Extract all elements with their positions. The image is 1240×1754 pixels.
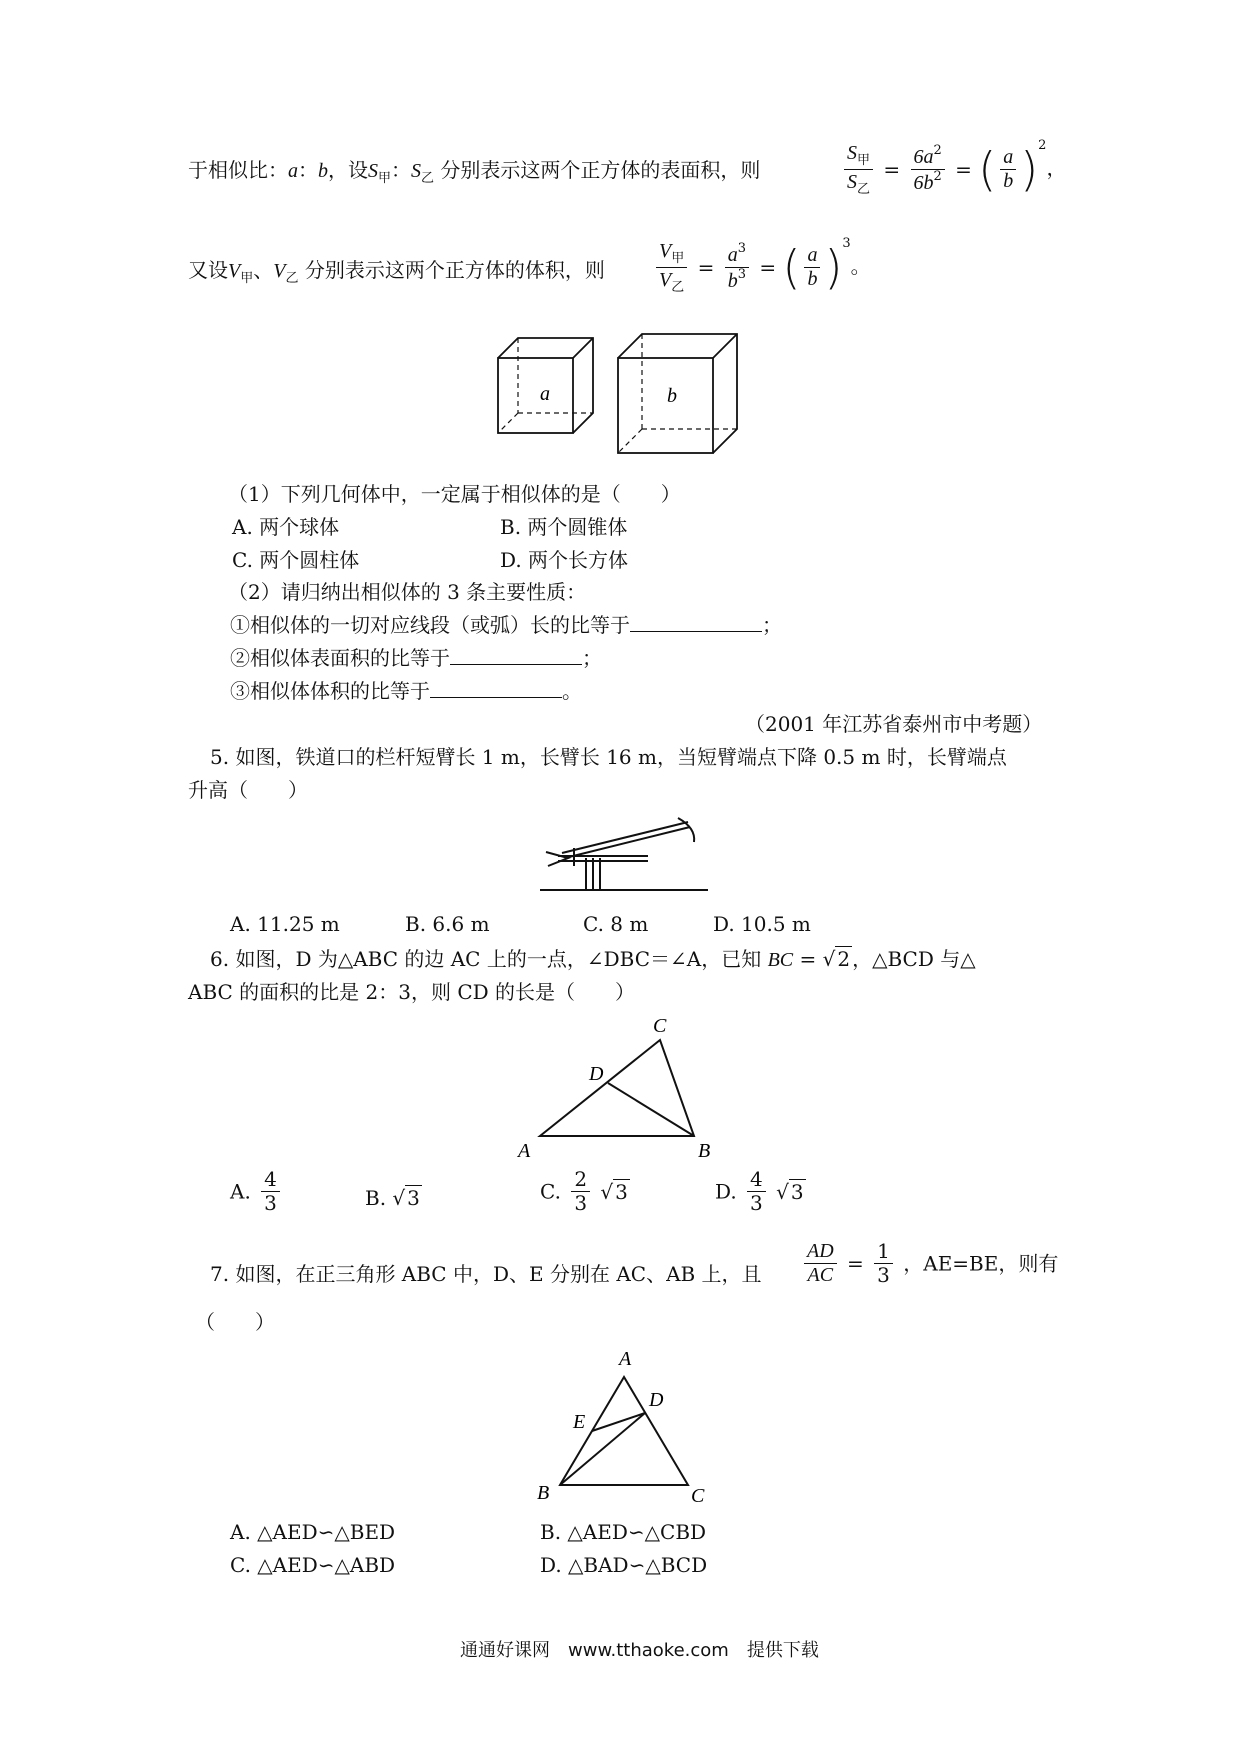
q6-triangle-figure <box>510 1010 730 1160</box>
q4-prop3 <box>230 679 582 703</box>
numerator: 2 <box>571 1168 590 1192</box>
q5-option-c: C. 8 m <box>583 912 649 936</box>
fraction-a3-b3 <box>725 242 749 293</box>
fraction <box>747 1168 766 1215</box>
q5-text-2: 升高（ ） <box>188 778 308 802</box>
subscript: 甲 <box>378 171 392 186</box>
q7-text-1 <box>210 1262 762 1286</box>
q4-sub2: （2）请归纳出相似体的 3 条主要性质： <box>228 580 587 604</box>
q4-option-d: D. 两个长方体 <box>500 548 629 572</box>
text-segment: 分别表示这两个正方体的表面积，则 <box>440 158 761 182</box>
q6-option-a <box>230 1168 284 1215</box>
fraction-1-3 <box>874 1240 893 1287</box>
intro-line-2 <box>188 258 605 287</box>
var-b: b <box>807 268 818 290</box>
label-c: C <box>691 1485 705 1505</box>
var-v: V <box>659 240 672 263</box>
q7-ratio <box>800 1240 1058 1287</box>
q4-sub1: （1）下列几何体中，一定属于相似体的是（ ） <box>228 482 681 506</box>
radicand: 3 <box>407 1186 420 1210</box>
cube-label-b: b <box>667 385 677 407</box>
intro-line-1 <box>188 158 760 187</box>
option-label: A. <box>230 1179 251 1204</box>
var-s: S <box>847 142 857 165</box>
subscript: 乙 <box>857 182 871 197</box>
label-d: D <box>649 1389 664 1411</box>
text-segment: ②相似体表面积的比等于 <box>230 646 450 670</box>
text-segment: ： <box>298 158 318 182</box>
text-segment: 。 <box>562 679 582 703</box>
var-b: b <box>1003 170 1014 192</box>
segment-bd <box>608 1083 694 1136</box>
denominator: 3 <box>877 1263 890 1287</box>
denominator: 3 <box>574 1191 588 1215</box>
q4-prop1 <box>230 613 782 637</box>
exponent: 2 <box>933 143 942 158</box>
label-b: B <box>537 1482 550 1504</box>
label-b: B <box>698 1140 711 1160</box>
q4-source: （2001 年江苏省泰州市中考题） <box>745 712 1043 736</box>
q7-option-c: C. △AED∽△ABD <box>230 1553 396 1577</box>
q7-text-2: （ ） <box>195 1310 275 1334</box>
text-segment: 又设 <box>188 258 228 282</box>
railway-gate-figure <box>538 808 710 898</box>
q6-text-2: ABC 的面积的比是 2：3，则 CD 的长是（ ） <box>188 980 636 1004</box>
volume-ratio-formula: $\frac{V_甲}{V_乙}$ = $\frac{a^3}{b^3}$ = ( $\frac{a}{b}$ )$^3$。 <box>652 236 871 296</box>
equals-sign: = <box>799 947 817 971</box>
q4-prop2 <box>230 646 602 670</box>
text-segment: 。 <box>850 254 871 278</box>
sqrt-2: √ 2 <box>822 947 851 971</box>
text-segment: ，△BCD 与△ <box>852 947 976 971</box>
term: b <box>727 270 738 292</box>
numerator: AD <box>804 1240 837 1264</box>
fraction <box>261 1168 280 1215</box>
exponent: 2 <box>933 169 942 184</box>
q6-option-b <box>365 1186 422 1210</box>
answer-blank[interactable] <box>430 679 562 698</box>
q7-option-a: A. △AED∽△BED <box>230 1520 396 1544</box>
var-a: a <box>288 160 298 182</box>
sqrt: √ 3 <box>600 1179 628 1204</box>
text-segment: 于相似比： <box>188 158 288 182</box>
option-label: D. <box>715 1179 737 1204</box>
var-s: S <box>847 171 857 193</box>
numerator: 4 <box>747 1168 766 1192</box>
q5-option-b: B. 6.6 m <box>405 912 490 936</box>
text-segment: ，AE=BE，则有 <box>903 1251 1059 1276</box>
subscript: 乙 <box>671 280 685 295</box>
cube-label-a: a <box>540 383 550 405</box>
numerator: 4 <box>261 1168 280 1192</box>
var-s: S <box>411 160 422 182</box>
page-footer: 通通好课网 www.tthaoke.com 提供下载 <box>460 1640 819 1661</box>
q6-option-d <box>715 1168 806 1215</box>
var-a: a <box>804 244 820 268</box>
q7-option-d: D. △BAD∽△BCD <box>540 1553 708 1577</box>
q6-option-c <box>540 1168 630 1215</box>
text-segment: 分别表示这两个正方体的体积，则 <box>304 258 605 282</box>
sqrt: √ 3 <box>776 1179 804 1204</box>
text-segment: ③相似体体积的比等于 <box>230 679 430 703</box>
q4-option-c: C. 两个圆柱体 <box>232 548 360 572</box>
exponent: 2 <box>1038 138 1047 153</box>
text-segment: 7. 如图，在正三角形 ABC 中，D、E 分别在 AC、AB 上，且 <box>210 1262 762 1286</box>
fraction-ad-ac <box>804 1240 837 1287</box>
text-segment: ， <box>1046 156 1067 180</box>
term: 6b <box>913 172 934 194</box>
option-label: C. <box>540 1179 561 1204</box>
q7-option-b: B. △AED∽△CBD <box>540 1520 707 1544</box>
fraction-v <box>656 239 687 296</box>
label-e: E <box>573 1411 586 1433</box>
fraction-s <box>844 141 873 198</box>
text-segment: ，设 <box>328 158 368 182</box>
surface-ratio-formula: $\frac{S_甲}{S_乙}$ = $\frac{6a^2}{6b^2}$ = ( $\frac{a}{b}$ )$^2$， <box>840 138 1066 198</box>
q4-option-b: B. 两个圆锥体 <box>500 515 628 539</box>
fraction-a-b <box>1000 146 1016 193</box>
fraction <box>571 1168 590 1215</box>
q6-text-1 <box>210 947 976 972</box>
equals-sign: = <box>847 1251 864 1276</box>
text-segment: 、 <box>253 258 274 282</box>
q4-option-a: A. 两个球体 <box>232 515 340 539</box>
label-d: D <box>589 1063 604 1085</box>
subscript: 甲 <box>240 271 254 286</box>
radicand: 3 <box>790 1179 804 1204</box>
radicand: 3 <box>615 1179 628 1204</box>
cubes-figure <box>490 330 760 460</box>
var-s: S <box>368 160 378 182</box>
label-a: A <box>619 1348 632 1370</box>
var-v: V <box>273 260 286 282</box>
subscript: 乙 <box>421 171 435 186</box>
fraction-6a2 <box>911 144 945 195</box>
text-segment: ； <box>582 646 602 670</box>
subscript: 乙 <box>285 271 299 286</box>
subscript: 甲 <box>857 153 871 169</box>
text-segment: ①相似体的一切对应线段（或弧）长的比等于 <box>230 613 630 637</box>
label-c: C <box>653 1015 667 1037</box>
denominator: AC <box>807 1264 834 1286</box>
numerator: 1 <box>874 1240 893 1264</box>
exponent: 3 <box>842 236 851 251</box>
var-bc: BC <box>767 949 794 971</box>
var-v: V <box>659 269 672 291</box>
text-segment: ； <box>762 613 782 637</box>
denominator: 3 <box>750 1191 763 1215</box>
q5-option-a: A. 11.25 m <box>230 912 340 936</box>
exponent: 3 <box>737 241 746 256</box>
fraction-a-b <box>804 244 820 291</box>
answer-blank[interactable] <box>450 646 582 665</box>
var-a: a <box>1000 146 1016 170</box>
radicand: 2 <box>837 947 851 971</box>
q5-text-1: 5. 如图，铁道口的栏杆短臂长 1 m，长臂长 16 m，当短臂端点下降 0.5 m 时，长臂端点 <box>210 745 1007 769</box>
text-segment: ： <box>391 158 412 182</box>
denominator: 3 <box>264 1191 277 1215</box>
term: 6a <box>913 146 934 168</box>
var-v: V <box>228 260 241 282</box>
label-a: A <box>518 1140 531 1160</box>
term: a <box>727 244 738 266</box>
text-segment: 6. 如图，D 为△ABC 的边 AC 上的一点，∠DBC＝∠A，已知 <box>210 947 762 971</box>
q5-option-d: D. 10.5 m <box>713 912 811 936</box>
sqrt: √ 3 <box>392 1186 420 1210</box>
q7-triangle-figure <box>535 1345 715 1505</box>
option-label: B. <box>365 1186 387 1210</box>
var-b: b <box>318 160 328 182</box>
exponent: 3 <box>737 267 746 282</box>
subscript: 甲 <box>671 251 685 267</box>
answer-blank[interactable] <box>630 613 762 632</box>
